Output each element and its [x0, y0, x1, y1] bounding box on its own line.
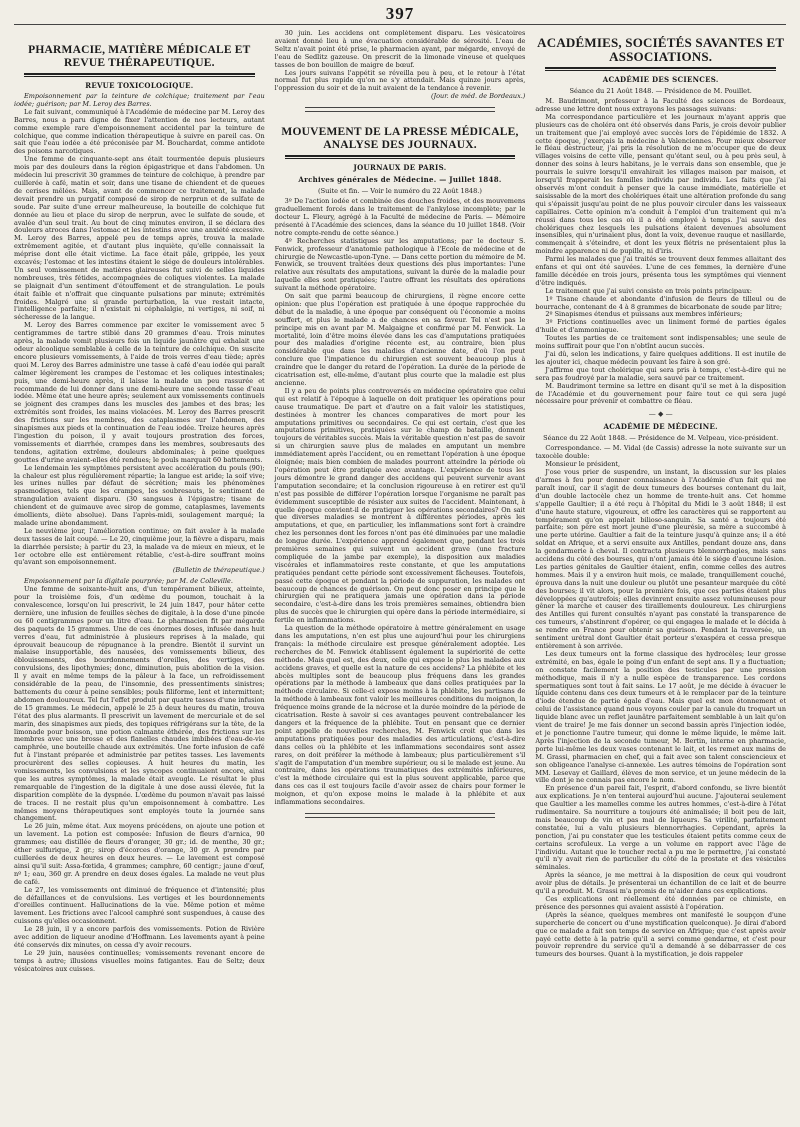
paragraph: M. Baudrimont, professeur à la Faculté des sciences de Bordeaux, adresse une lettre dont nous extrayons les passages suivans: [535, 97, 787, 113]
paragraph: Le fait suivant, communiqué à l'Académie de médecine par M. Leroy des Barres, nous a paru digne de fixer l'attention de nos lecteurs, autant comme exemple rare d'empoisonnement accidentel par la teinture de colchique, que comme indication thérapeutique à suivre en pareil cas. On sait que l'eau iodée a été préconisée par M. Bouchardat, comme antidote des poisons narcotiques. [14, 107, 265, 156]
paragraph: J'ai dû, selon les indications, y faire quelques additions. Il est inutile de les ajouter ici, chaque médecin pouvant les faire à son gré. [535, 350, 787, 366]
paragraph: 4º Recherches statistiques sur les amputations; par le docteur S. Fenwick, professeur d'anatomie pathologique à l'Ecole de médecine et de chirurgie de Newcastle-upon-Tyne. — Dans cette portion du mémoire de M. Fenwick, se trouvent traitées deux questions des plus importantes: l'une relative aux résultats des amputations, suivant la durée de la maladie pour laquelle elles sont pratiquées; l'autre offrant les résultats des opérations suivant la méthode opératoire. [274, 236, 526, 293]
journal-line: Archives générales de Médecine. — Juillet 1848. [298, 175, 502, 185]
paragraph: Le 26 juin, même état. Aux moyens précédens, on ajoute une potion et un lavement. La potion est composée: Infusion de fleurs d'arnica, 90 grammes; eau distillée de fleurs d'oranger, 30 gr.; id. de menthe, 30 gr.; éther sulfurique, 2 gr.; sirop d'écorces d'orange, 30 gr. A prendre par cuillerées de deux heures en deux heures. — Le lavement est composé ainsi qu'il suit: Assa-fœtida, 4 grammes; camphre, 60 centigr.; jaune d'œuf, nº 1; eau, 360 gr. A prendre en deux doses égales. La malade ne veut plus de café. [14, 822, 265, 886]
paragraph: Le 27, les vomissements ont diminué de fréquence et d'intensité; plus de défaillances et de convulsions. Les vertiges et les bourdonnements d'oreilles continuent. Hallucinations de la vue. Même potion et même lavement. Les frictions avec l'alcool camphré sont suspendues, à cause des cuissons qu'elles occasionnent. [14, 885, 265, 926]
paragraph: 30 juin. Les accidens ont complètement disparu. Les vésicatoires avaient donné lieu à une évacuation considérable de sérosité. L'eau de Seltz n'avait point été prise, le pharmacien ayant, par mégarde, envoyé de l'eau de Sedlitz gazeuse. On prescrit de la limonade vineuse et quelques tasses de bon bouillon de maigre de bœuf. [274, 30, 526, 69]
subsection-title: ACADÉMIE DE MÉDECINE. [603, 422, 718, 432]
paragraph: 3º De l'action iodée et combinée des douches froides, et des mouvemens graduellement forcés dans le traitement de l'ankylose incomplète; par le docteur L. Fleury, agrégé à la Faculté de médecine de Paris. — Mémoire présenté à l'Académie des sciences, dans la séance du 10 juillet 1848. (Voir notre compte-rendu de cette séance.) [274, 197, 526, 237]
subsection-title: JOURNAUX DE PARIS. [353, 163, 447, 173]
paragraph: Une femme de soixante-huit ans, d'un tempérament bilieux, atteinte, pour la troisième fois, d'un œdème du poumon, touchait à la convalescence, lorsqu'on lui prescrivit, le 24 juin 1847, pour hâter cette dernière, une infusion de feuilles sèches de digitale, à la dose d'une pincée ou 60 centigrammes pour un litre d'eau. Le pharmacien fit par mégarde des paquets de 15 grammes. Une de ces énormes doses, infusée dans huit verres d'eau, fut administrée à plusieurs reprises à la malade, qui éprouvait beaucoup de répugnance à la prendre. Bientôt il survint un malaise insupportable, des nausées, des vomissements bilieux, des éblouissements, des bourdonnements d'oreilles, des vertiges, des convulsions, des lipothymies; donc, diminution, puis abolition de la vision. Il y avait en même temps de la pâleur à la face, un refroidissement considérable de la peau, de l'insomnie, des pressentiments sinistres; battements du cœur à peine sensibles; pouls filiforme, lent et intermittent; abdomen douloureux. Tel fut l'effet produit par quatre tasses d'une infusion de 15 grammes. Le médecin, appelé le 25 à deux heures du matin, trouva l'état des plus alarmants. Il prescrivit un lavement de mercuriale et de sel marin, des sinapismes aux pieds, des topiques réfrigérans sur la tête, de la limonade pour boisson, une potion calmante éthérée, des frictions sur les membres avec une brosse et des flanelles chaudes imbibées d'eau-de-vie camphrée, une bouteille chaude aux extrémités. Une forte infusion de café fut à l'instant préparée et administrée par petites tasses. Les lavements procurèrent des selles copieuses. A huit heures du matin, les vomissements, les convulsions et les syncopes continuaient encore, ainsi que les autres symptômes, la malade était aveugle. Le résultat le plus remarquable de l'ingestion de la digitale à une dose aussi élevée, fut la disparition complète de la dyspnée. L'œdème du poumon n'avait pas laissé de traces. Il ne restait plus qu'un empoisonnement à combattre. Les mêmes moyens thérapeutiques sont employés toute la journée sans changement. [14, 585, 265, 823]
paragraph: Le 28 juin, il y a encore parfois des vomissements. Potion de Rivière avec addition de liqueur anodine d'Hoffmann. Les lavements ayant à peine été conservés dix minutes, on cessa d'y avoir recours. [14, 925, 265, 949]
ornament-rule [305, 107, 496, 112]
paragraph: Les deux tumeurs ont la forme classique des hydrocèles; leur grosse extrémité, en bas, égale le poing d'un enfant de sept ans. Il y a fluctuation; on constate facilement la position des testicules par une pression méthodique, mais il n'y a nulle espèce de transparence. Les cordons spermatiques sont tout à fait sains. Le 17 août, je me décide à évacuer le liquide contenu dans ces deux tumeurs et à le remplacer par de la teinture d'iode étendue de partie égale d'eau. Mais quel est mon étonnement et celui de l'assistance quand nous voyons couler par la canule du troquart un liquide blanc avec un reflet jaunâtre parfaitement semblable à un lait qu'on vient de traire! Je me fais donner un second bassin après l'injection iodée, et je ponctionne l'autre tumeur, qui donne le même liquide, le même lait. Après l'injection de la seconde tumeur, M. Bertin, interne en pharmacie, porte lui-même les deux vases contenant le lait, et les remet aux mains de M. Grassi, pharmacien en chef, qui a fait avec son talent consciencieux et son obligeance l'analyse ci-annexée. Les autres témoins de l'opération sont MM. Lesevay et Gaillard, élèves de mon service, et un jeune médecin de la ville dont je ne connais pas encore le nom. [535, 649, 787, 785]
column-2 [274, 30, 526, 1121]
subsection-title: REVUE TOXICOLOGIQUE. [85, 81, 194, 90]
paragraph: Ma correspondance particulière et les journaux m'ayant appris que plusieurs cas de choléra ont été observés dans Paris, je crois devoir publier un traitement que j'ai employé avec succès lors de l'épidémie de 1832. A cette époque, j'exerçais la médecine à Valenciennes. Pour mieux observer le fléau destructeur, j'ai pris la résolution de ne m'occuper que de deux villages voisins de cette ville, pensant qu'étant seul, ou à peu près seul, à donner des soins à leurs habitans, je le verrais dans son ensemble, que je pourrais le suivre lorsqu'il envahirait les villages maison par maison, et lorsqu'il frapperait les familles individu par individu. Les faits que j'ai observés m'ont conduit à penser que la cause immédiate, matérielle et saisissable de la mort des cholériques était une altération profonde du sang qui s'épaissit jusqu'au point de ne plus pouvoir circuler dans les vaisseaux capillaires. Cette opinion m'a conduit à l'emploi d'un traitement qui m'a réussi dans tous les cas où il a été employé à temps. J'ai sauvé des cholériques chez lesquels les pulsations étaient devenues absolument insensibles, qui n'urinaient plus, dont la voix, devenue rauque et nasillarde, commençait à s'éteindre, et dont les yeux flétris ne présentaient plus la moindre apparence ni de pupille, ni d'iris. [535, 112, 787, 256]
paragraph: La question de la méthode opératoire à mettre généralement en usage dans les amputations, n'en est plus une aujourd'hui pour les chirurgiens français: la méthode circulaire est presque généralement adoptée. Les recherches de M. Fenwick établissent également la supériorité de cette méthode. Mais quel est, des deux, celle qui expose le plus les malades aux accidens graves, et quelle est la nature de ces accidens? La phlébite et les abcès multiples sont de beaucoup plus fréquens dans les grandes opérations par la méthode à lambeaux que dans celles pratiquées par la méthode circulaire. Si celle-ci expose moins à la phlébite, les partisans de la méthode à lambeaux font valoir les meilleures conditions du moignon, la fréquence moins grande de la nécrose et la durée moindre de la période de cicatrisation. Reste à savoir si ces avantages peuvent contrebalancer les dangers et la fréquence de la phlébite. Tout en pensant que ce dernier point appelle de nouvelles recherches, M. Fenwick croit que dans les amputations pratiquées pour des maladies des articulations, c'est-à-dire dans celles où la phlébite et les inflammations secondaires sont assez rares, on doit préférer la méthode à lambeaux; plus particulièrement s'il s'agit de l'amputation d'un membre supérieur, ou si le malade est jeune. Au contraire, dans les opérations traumatiques des extrémités inférieures, c'est la méthode circulaire qui est la plus souvent applicable, parce que dans ces cas il est toujours facile d'avoir assez de chairs pour former le moignon, et qu'on expose moins le malade à la phlébite et aux inflammations secondaires. [274, 624, 526, 807]
paragraph: En présence d'un pareil fait, l'esprit, d'abord confondu, se livre bientôt aux explications. Je n'en tenterai aujourd'hui aucune. J'ajouterai seulement que Gaultier a les mamelles comme les autres hommes, c'est-à-dire à l'état rudimentaire. Sa nourriture a toujours été animalisée; il boit peu de lait, mais beaucoup de vin et pas mal de liqueurs. Sa virilité, parfaitement constatée, lui a valu plusieurs blennorrhagies. Cependant, après la ponction, j'ai pu constater que les testicules étaient petits comme ceux de certains scrofuleux. La verge a un volume en rapport avec l'âge de l'individu. Autant que le toucher rectal a pu me le permettre, j'ai constaté qu'il n'y avait rien de particulier du côté de la prostate et des vésicules séminales. [535, 784, 787, 872]
paragraph: Ces explications ont réellement été données par ce chimiste, en présence des personnes qui avaient assisté à l'opération. [535, 895, 787, 911]
article-heading: Empoisonnement par la digitale pourprée; par M. de Colleville. [24, 577, 233, 586]
paragraph: Toutes les parties de ce traitement sont indispensables; une seule de moins suffirait pour que l'on n'obtînt aucun succès. [535, 334, 787, 351]
top-rule [14, 24, 786, 25]
page-number: 397 [385, 4, 415, 23]
source-citation: (Jour. de méd. de Bordeaux.) [430, 92, 526, 101]
paragraph: Il y a peu de points plus controversés en médecine opératoire que celui qui est relatif à l'époque à laquelle on doit pratiquer les opérations pour cause traumatique. De part et d'autre on a fait valoir les statistiques, destinées à montrer les chances comparatives de mort pour les amputations primitives ou secondaires. Ce qui est certain, c'est que les amputations primitives, pratiquées sur le champ de bataille, donnent toujours de véritables succès. Mais la véritable question n'est pas de savoir si un chirurgien sauve plus de malades en amputant un membre immédiatement après l'accident, ou en remettant l'opération à une époque éloignée; mais bien combien de malades pourront atteindre la période où l'opération peut être pratiquée avec avantage. L'expérience de tous les jours démontre le grand danger des accidens qui peuvent survenir avant l'amputation secondaire; et la conclusion rigoureuse à en retirer est qu'il n'est pas possible de différer l'opération lorsque l'organisme ne paraît pas évidemment susceptible de résister aux suites de l'accident. Maintenant, à quelle époque convient-il de pratiquer les opérations secondaires? On sait que diverses maladies se montrent à différentes périodes, après les amputations, et que, en particulier, les inflammations sont fort à craindre chez les personnes dont les forces n'ont pas été diminuées par une maladie de longue durée. L'expérience apprend également que, pendant les trois premières semaines qui suivent un accident grave (une fracture compliquée de la jambe par exemple), la disposition aux maladies viscérales et inflammatoires reste constante, et que les amputations pratiquées pendant cette période sont excessivement fâcheuses. Toutefois, passé cette époque et pendant la période de suppuration, les malades ont beaucoup de chances de guérison. On peut donc poser en principe que le chirurgien qui ne pratiquera jamais une opération dans la période secondaire, c'est-à-dire dans les trois premières semaines, obtiendra bien plus de succès que le chirurgien qui opère dans la période intermédiaire, si fertile en inflammations. [274, 386, 526, 625]
column-3 [534, 30, 786, 1121]
ornament-rule [305, 813, 496, 818]
section-title-academies: ACADÉMIES, SOCIÉTÉS SAVANTES ET ASSOCIATIONS. [537, 35, 785, 64]
paragraph: J'ose vous prier de suspendre, un instant, la discussion sur les plaies d'armes à feu pour donner connaissance à l'Académie d'un fait qui me paraît inouï, car il s'agit de deux tumeurs des bourses contenant du lait, d'un double lactocèle chez un homme de trente-huit ans. Cet homme s'appelle Gaultier; il a été reçu à l'hôpital du Midi le 3 août 1848; il est d'une haute stature, vigoureux, et offre les caractères qui se rapportent au tempérament qu'on appelait bilioso-sanguin. Sa santé a toujours été parfaite; son père est mort jeune d'une pleurésie, sa mère a succombé à une perte utérine. Gaultier a fait de la teinture jusqu'à quinze ans; il a été soldat en Afrique, et a servi ensuite aux Antilles, pendant douze ans, dans la gendarmerie à cheval. Il contracta plusieurs blennorrhagies, mais sans accidens du côté des bourses, qui n'ont jamais été le siége d'aucune lésion. Les parties génitales de Gaultier étaient, enfin, comme celles des autres hommes. Mais il y a environ huit mois, ce malade, tranquillement couché, éprouva dans la nuit une douleur ou plutôt une pesanteur marquée du côté des bourses; il vit alors, pour la première fois, que ces parties étaient plus développées qu'autrefois; elles devinrent ensuite assez volumineuses pour gêner la marche et causer des tiraillements douloureux. Les chirurgiens des Antilles qui furent consultés n'ayant pas constaté la transparence de ces tumeurs, s'abstinrent d'opérer, ce qui engagea le malade et le décida à se rendre en France pour obtenir sa guérison. Pendant la traversée, un sentiment urétral dont Gaultier était porteur s'exaspéra et cessa presque entièrement à son arrivée. [535, 468, 787, 650]
section-rule [24, 73, 255, 77]
paragraph: Une femme de cinquante-sept ans était tourmentée depuis plusieurs mois par des douleurs dans la région épigastrique et dans l'abdomen. Un médecin lui prescrivit 30 grammes de teinture de colchique, à prendre par cuillerée à café, matin et soir, dans une tisane de chiendent et de queues de cerises mêlées. Mais, avant de commencer ce traitement, la malade devait prendre un purgatif composé de sirop de nerprun et de sulfate de soude. Par suite d'une erreur malheureuse, la bouteille de colchique fut donnée au lieu et place du sirop de nerprun, avec le sulfate de soude, et avalée d'un seul trait. Au bout de cinq minutes environ, il se déclara des douleurs atroces dans l'estomac et les intestins avec une anxiété excessive. M. Leroy des Barres, appelé peu de temps après, trouva la malade extrêmement agitée, et d'autant plus inquiète, qu'elle connaissait la méprise dont elle était victime. La face était pâle, grippée, les yeux excavés; l'estomac et les intestins étaient le siége de douleurs intolérables. Un seul vomissement de matières glaireuses fut suivi de selles liquides nombreuses, très fétides, accompagnées de coliques violentes. La malade se plaignait d'un sentiment d'étouffement et de strangulation. Le pouls était faible et n'offrait que cinquante pulsations par minute; extrémités froides. Malgré une si grande perturbation, la vue restait intacte, l'intelligence parfaite; il n'existait ni céphalalgie, ni vertiges, ni soif, ni sécheresse de la langue. [14, 155, 265, 322]
journal-note: (Suite et fin. — Voir le numéro du 22 Août 1848.) [318, 187, 482, 196]
paragraph: 2º Sinapismes étendus et puissans aux membres inférieurs; [545, 310, 743, 319]
paragraph: Les jours suivans l'appétit se réveilla peu à peu, et le retour à l'état normal fut plus rapide qu'on ne s'y attendait. Mais quinze jours après, l'oppression du soir et de la nuit avaient de la tendance à revenir. [274, 68, 526, 93]
section-rule [285, 155, 516, 159]
paragraph: Le lendemain les symptômes persistent avec accélération du pouls (90); la chaleur est plus régulièrement répartie; la langue est aride; la soif vive; les urines nulles par défaut de sécrétion; mais les phénomènes spasmodiques, tels que les crampes, les soubresauts, le sentiment de strangulation avaient disparu. (30 sangsues à l'épigastre; tisane de chiendent et de guimauve avec sirop de gomme, cataplasmes, lavements émollients, diète absolue). Dans l'après-midi, soulagement marqué; la malade urine abondamment. [14, 463, 265, 527]
paragraph: J'affirme que tout cholérique qui sera pris à temps, c'est-à-dire qui ne sera pas foudroyé par la maladie, sera sauvé par ce traitement. [535, 365, 787, 382]
paragraph: Le 29 juin, nausées continuelles; vomissements revenant encore de temps à autre; illusions visuelles moins fatigantes. Eau de Seltz; deux vésicatoires aux cuisses. [14, 948, 265, 973]
paragraph: M. Leroy des Barres commence par exciter le vomissement avec 5 centigrammes de tartre stibié dans 20 grammes d'eau. Trois minutes après, la malade vomit plusieurs fois un liquide jaunâtre qui exhalait une odeur alcoolique semblable à celle de la teinture de colchique. On suscite encore plusieurs vomissements, à l'aide de trois verres d'eau tiède; après quoi M. Leroy des Barres administre une tasse à café d'eau iodée qui paraît calmer légèrement les crampes de l'estomac et les coliques intestinales; puis, une demi-heure après, il laisse la malade un peu rassurée et recommande de lui donner dans une demi-heure une seconde tasse d'eau iodée. Même état une heure après; seulement aux vomissements continuels se joignent des crampes dans les muscles des jambes et des bras; les extrémités sont froides, les mains violacées. M. Leroy des Barres prescrit des frictions sur les membres, des cataplasmes sur l'abdomen, des sinapismes aux pieds et la continuation de l'eau iodée. Treize heures après l'ingestion du poison, il y avait toujours prostration des forces, vomissements et diarrhée, crampes dans les membres, soubresauts des tendons, agitation extrême, douleurs abdominales; à peine quelques gouttes d'urine avaient-elles été rendues; le pouls marquait 60 battements. [14, 321, 265, 464]
session-date: Séance du 21 Août 1848. — Présidence de M. Pouillet. [569, 87, 752, 95]
paragraph: Le neuvième jour, l'amélioration continue; on fait avaler à la malade deux tasses de lait coupé. — Le 20, cinquième jour, la fièvre a disparu, mais la diarrhée persiste; à partir du 23, la malade va de mieux en mieux, et le 1er octobre elle est entièrement rétablie, c'est-à-dire souffrant moins qu'avant son empoisonnement. [14, 526, 265, 567]
paragraph: 3º Frictions continuelles avec un liniment formé de parties égales d'huile et d'ammoniaque. [535, 318, 787, 335]
ornament-divider: — ◆ — [648, 410, 673, 419]
paragraph: 1º Tisane chaude et abondante d'infusion de fleurs de tilleul ou de bourrache, contenant de 4 à 8 grammes de bicarbonate de soude par litre; [535, 294, 787, 311]
paragraph: Parmi les malades que j'ai traités se trouvent deux femmes allaitant des enfans et qui ont été sauvées. L'une de ces femmes, la dernière d'une famille décédée en trois jours, présenta tous les symptômes qui viennent d'être indiqués. [535, 255, 787, 287]
paragraph: Après la séance, je me mettrai à la disposition de ceux qui voudront avoir plus de détails. Je présenterai un échantillon de ce lait et de beurre qu'il a produit. M. Grassi m'a promis de m'aider dans ces explications. [535, 871, 787, 896]
columns [14, 30, 786, 1121]
section-rule [545, 67, 776, 71]
column-1 [14, 30, 265, 1121]
subsection-title: ACADÉMIE DES SCIENCES. [602, 75, 719, 84]
paragraph: On sait que parmi beaucoup de chirurgiens, il règne encore cette opinion: que plus l'opération est pratiquée à une époque rapprochée du début de la maladie, à une époque par conséquent où l'économie a moins souffert, et plus le malade a de chances en sa faveur. Tel n'est pas le principe mis en avant par M. Malgaigne et confirmé par M. Fenwick. La mortalité, loin d'être moins élevée dans les cas d'amputations pratiquées pour des maladies d'origine récente est, au contraire, bien plus considérable que dans les maladies d'ancienne date, d'où l'on peut conclure que l'impatience du chirurgien est souvent beaucoup plus à craindre que le danger du retard de l'opération. La durée de la période de cicatrisation est, elle-même, d'autant plus courte que la maladie est plus ancienne. [274, 292, 526, 387]
paragraph: Correspondance. — M. Vidal (de Cassis) adresse la note suivante sur un taxocèle double: [535, 444, 787, 461]
section-title-presse: MOUVEMENT DE LA PRESSE MÉDICALE, ANALYSE DES JOURNAUX. [281, 126, 519, 152]
article-heading: Empoisonnement par la teinture de colchique; traitement par l'eau iodée; guérison; par M. Leroy des Barres. [14, 92, 265, 108]
source-citation: (Bulletin de thérapeutique.) [172, 566, 265, 575]
session-date: Séance du 22 Août 1848. — Présidence de M. Velpeau, vice-président. [543, 434, 779, 443]
paragraph: M. Baudrimont termine sa lettre en disant qu'il se met à la disposition de l'Académie et du gouvernement pour faire tout ce qui sera jugé nécessaire pour prévenir et combattre ce fléau. [535, 381, 787, 406]
paragraph: Monsieur le président, [545, 460, 621, 469]
paragraph: Le traitement que j'ai suivi consiste en trois points principaux: [545, 286, 752, 295]
paragraph: (Après la séance, quelques membres ont manifesté le soupçon d'une supercherie de concert ou d'une mystification quelconque). Je dirai d'abord que ce malade a fait son temps de service en Afrique; que c'est après avoir payé cette dette à la patrie qu'il a servi comme gendarme, et c'est pour pouvoir reprendre du service qu'il a demandé à se débarrasser de ces tumeurs des bourses. Quant à la mystification, je dois rappeler [535, 910, 787, 959]
section-title-pharmacie: PHARMACIE, MATIÈRE MÉDICALE ET REVUE THÉRAPEUTIQUE. [28, 44, 251, 69]
